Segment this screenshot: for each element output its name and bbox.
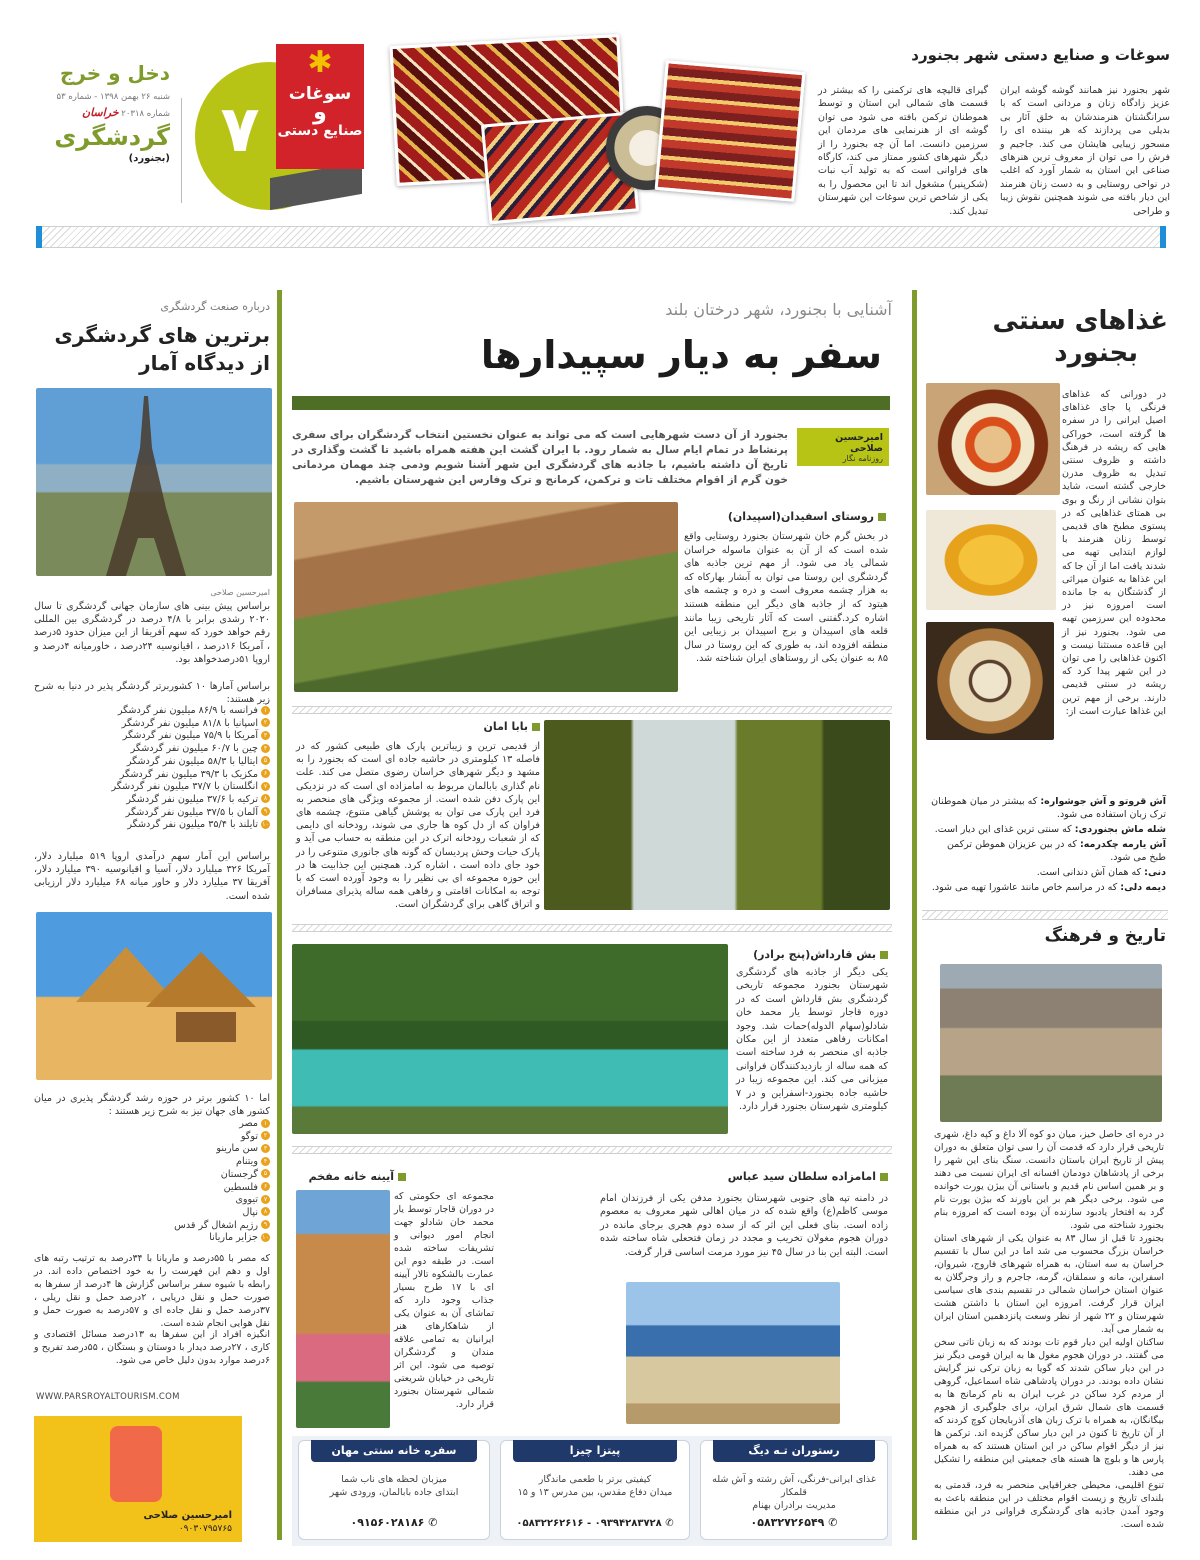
food-list — [930, 795, 1166, 896]
asterisk-icon: ✱ — [307, 45, 333, 80]
list-item: ۱۰تایلند با ۳۵/۴ میلیون نفر گردشگر — [127, 819, 269, 831]
pyramids-photo — [36, 912, 272, 1080]
main-headline: سفر به دیار سپیدارها — [480, 333, 882, 377]
ayeneh-text: مجموعه ای حکومتی که در دوران قاجار توسط یار محمد خان شادلو جهت انجام امور دیوانی و تشریفات ساخته شده است. در طبقه دوم این عمارت بالشکوه تالار آیینه ای با ۱۷ طرح بسیار جذاب وجود دارد که تماشای آن به عنوان یکی از شاهکارهای هنر ایرانیان به تمامی علاقه مندان و گردشگران توصیه می شود. این اثر تاریخی در خیابان شریعتی شمالی شهرستان بجنورد قرار دارد. — [394, 1191, 494, 1410]
list-item: ۹رژیم اشغال گر قدس — [34, 1220, 270, 1233]
food-photo-1 — [926, 383, 1060, 495]
besh-ghardash-text: یکی دیگر از جاذبه های گردشگری شهرستان بجنورد مجموعه تاریخی گردشگری بش قارداش است که در دوره قاجار توسط یار محمد خان شادلو(سهام الدوله)حمات شد. وجود امکانات رفاهی متعدد از این مکان جاذبه ای منحصر به فرد ساخته است که همه ساله از بازدیدکنندگان فراوانی میزبانی می کند. این مجموعه زیبا در حاشیه جاده بجنورد-اسفراین و در ۷ کیلومتری شهرستان بجنورد قرار دارد. — [736, 967, 888, 1113]
list-item: ۱۰جزایر ماریانا — [209, 1232, 269, 1244]
section-bullet-icon — [880, 1173, 888, 1181]
food-photo-3 — [926, 622, 1054, 740]
list-item: ۲توگو — [34, 1131, 270, 1144]
imamzadeh-heading: امامزاده سلطان سید عباس — [600, 1170, 888, 1183]
esfidan-photo — [294, 502, 678, 692]
history-p1: در دره ای حاصل خیز، میان دو کوه آلا داغ و کپه داغ، شهری تاریخی قرار دارد که قدمت آن را سی توان متعلق به دوران پیش از تاریخ ایران باستان دانست. سنگ بنای این شهر را برخی از پادشاهان دودمان افسانه ای ایران نسبت می دهند و بر همین اساس نام قدیم و باستانی آن بیژن یورت خوانده می شود. برخی دیگر هم بر این باورند که بیژن یورت نام گرد به افتخار یادبود سازنده آن بوده است که امروزه بنام بجنورد شناخته می شود. — [934, 1129, 1164, 1231]
country-list — [34, 705, 270, 832]
carpet-photo-3 — [655, 60, 806, 202]
main-kicker: آشنایی با بجنورد، شهر درختان بلند — [665, 300, 892, 319]
pyramid-icon — [36, 912, 272, 1080]
ad-text: میزبان لحظه های ناب شما ابتدای جاده بابالمان، ورودی شهر — [329, 1474, 459, 1498]
history-p3: ساکنان اولیه این دیار قوم تات بودند که به زبان تاتی سخن می گفتند. در دوران هجوم مغول ها به ایران قومی دیگر نیز در این دیار ساکن شدند که گویا به زبان ترکی نیز گرایش نشان داده بودند. در دوران پادشاهی شاه اسماعیل، گروهی از مردم کرد ساکن در غرب ایران به نام کرمانج ها به قسمت های شمال شرق ایران، برای جلوگیری از هجوم بیگانگان، به همراه با ترک زبان های آذربایجان کوچ کردند که از آن تاریخ تا کنون در این دیار ساکن گزیده اند. ترکمن ها نیز از دیگر اقوام ساکن در این استان هستند که به همراه پارس ها و بلوچ ها هسته های جمعیتی این منطقه را تشکیل می دهند. — [934, 1337, 1164, 1478]
badge-conj: و — [313, 100, 327, 125]
stats-p6: انگیزه افراد از این سفرها به ۱۳درصد مسائل اقتصادی و کاری ، ۲۷درصد دیدار با دوستان و بستگان ، ۵۵درصد تفریح و ۶درصد موارد بدون دلیل خاص می شود. — [34, 1329, 271, 1366]
imamzadeh-text: در دامنه تپه های جنوبی شهرستان بجنورد مدفن یکی از فرزندان امام موسی کاظم(ع) واقع شده که در میان اهالی شهر معروف به معصوم زاده است. بنای فعلی این اثر که از سده دوم هجری برجای مانده در دوران هجوم مغولان تخریب و مجدد در زمان فتحعلی شاه ساخته شده است. البته این بنا در سال ۴۵ نیز مورد مرمت اساسی قرار گرفت. — [600, 1193, 888, 1258]
website-link[interactable]: WWW.PARSROYALTOURISM.COM — [36, 1392, 180, 1402]
stats-p4: اما ۱۰ کشور برتر در حوزه رشد گردشگر پذیری در میان کشور های جهان نیز به شرح زیر هستند : — [34, 1093, 270, 1118]
ad-title: پیتزا چیزا — [513, 1440, 677, 1462]
ad-text: کیفیتی برتر با طعمی ماندگار میدان دفاع مقدس، بین مدرس ۱۳ و ۱۵ — [517, 1474, 673, 1498]
ad-text: غذای ایرانی-فرنگی، آش رشته و آش شله قلمکار مدیریت برادران بهنام — [712, 1474, 876, 1511]
ad-title: رستوران تـه دیگ — [713, 1440, 875, 1462]
ad-name: امیرحسین صلاحی — [143, 1510, 232, 1521]
list-item: ۲اسپانیا با ۸۱/۸ میلیون نفر گردشگر — [34, 718, 270, 731]
badge-line2: صنایع دستی — [277, 123, 363, 139]
column-rule-right — [912, 290, 917, 1540]
eiffel-tower-photo — [36, 388, 272, 576]
food-item: آش یارمه چکدرمه: که در بین عزیزان هموطن ترکمن طبخ می شود. — [946, 839, 1166, 863]
ad-phone: ✆ ۰۹۳۹۴۲۸۳۷۲۸ - ۰۵۸۳۲۲۶۲۶۱۶ — [516, 1518, 674, 1529]
ad-title: سفره خانه سنتی مهان — [311, 1440, 477, 1462]
souvenir-title: سوغات و صنایع دستی شهر بجنورد — [911, 46, 1170, 64]
masthead-divider — [181, 98, 182, 203]
food-title-2: بجنورد — [1054, 338, 1138, 368]
history-p2: بجنورد تا قبل از سال ۸۳ به عنوان یکی از شهرهای استان خراسان بزرگ محسوب می شد اما در این سال با تقسیم خراسان به سه استان، به همراه شهرهای فاروج، شیروان، اسفراین، مانه و سملقان، گرمه، جاجرم و راز وجرگلان به عنوان استان خراسان شمالی در تقسیم بندی های سیاسی ایران قرار گرفت. امروزه این استان با داشتن هشت شهرستان و ۲۲ شهر از نظر وسعت پانزدهمین استان ایران به شمار می آید. — [934, 1233, 1164, 1335]
photo-credit: امیرحسین صلاحی — [210, 588, 270, 597]
list-item: ۳آمریکا با ۷۵/۹ میلیون نفر گردشگر — [34, 730, 270, 743]
stats-title-2: از دیدگاه آمار — [139, 351, 270, 375]
list-item: ۶فلسطین — [34, 1182, 270, 1195]
list-item: ۷انگلستان با ۳۷/۷ میلیون نفر گردشگر — [34, 781, 270, 794]
stats-title-1: برترین های گردشگری — [54, 323, 270, 347]
souvenir-col1: شهر بجنورد نیز همانند گوشه گوشه ایران عزیز زادگاه زنان و مردانی است که با سرانگشتان هنرمندشان به خلق آثار بی بدیلی می پردازند که هر بیننده ای را مسحور زیبایی هایشان می کند. جاجیم و فرش را می توان از معروف ترین هنرهای صناعی این استان به شمار آورد که اغلب در نواحی روستایی و به دست زنان هنرمند این دیار بافته می شوند همچنین نقوش زیبا و طراحی — [1000, 85, 1170, 217]
masthead-city: (بجنورد) — [128, 153, 170, 164]
ad-phone: ۰۹۰۳۰۷۹۵۷۶۵ — [178, 1524, 232, 1534]
growth-list — [34, 1118, 270, 1245]
food-item: آش قروتو و آش جوشواره: که بیشتر در میان هموطنان ترک زبان استفاده می شود. — [931, 796, 1166, 820]
history-p4: تنوع اقلیمی، محیطی جغرافیایی منحصر به فرد، قدمتی به بلندای تاریخ و زیست اقوام مختلف در این منطقه باعث به وجود آمدن جاذبه های گردشگری فراوانی در این منطقه شده است. — [934, 1480, 1164, 1530]
food-item: دنی: که همان آش دندانی است. — [1036, 867, 1166, 878]
list-item: ۸نپال — [34, 1207, 270, 1220]
phone-icon: ✆ — [665, 1518, 674, 1529]
headline-bar — [292, 396, 890, 410]
baba-aman-heading: بابا امان — [340, 720, 540, 733]
phone-icon: ✆ — [428, 1516, 438, 1529]
stats-p3: براساس این آمار سهم درآمدی اروپا ۵۱۹ میلیارد دلار، آمریکا ۳۲۶ میلیارد دلار، آسیا و اقیانوسیه ۳۹۰ میلیارد دلار، آفریقا ۳۷ میلیارد دلار و خاور میانه ۶۸ میلیارد دلار ارزیابی شده است. — [34, 851, 270, 902]
list-item: ۹آلمان با ۳۷/۵ میلیون نفر گردشگر — [34, 807, 270, 820]
section-badge — [276, 44, 364, 169]
history-text — [934, 1128, 1164, 1531]
list-item: ۴چین با ۶۰/۷ میلیون نفر گردشگر — [34, 743, 270, 756]
ayeneh-khaneh-photo — [296, 1190, 390, 1428]
food-intro: در دورانی که غذاهای فرنگی پا جای غذاهای اصیل ایرانی را در سفره ها گرفته است، خوراکی هایی که ریشه در فرهنگ داشته و ظروف سنتی تبدیل به ظروف مدرن خارجی گشته است، شاید بتوان نشانی از رنگ و بوی بی همتای غذاهایی که در پستوی مطبخ های قدیمی توسط زنان هنرمند با لوازم ابتدایی تهیه می شدند یافت اما از آن جا که این غذاها به عنوان میراثی از گذشتگان به جا مانده است امروزه نیز در محدوده این سرزمین تهیه می شود. بجنورد نیز از این قاعده مستثنا نیست و اکنون غذاهایی را می توان در این شهر پیدا کرد که ریشه در سنتی قدیمی دارند. برخی از مهم ترین این غذاها عبارت است از: — [1062, 389, 1166, 717]
list-item: ۶مکزیک با ۳۹/۳ میلیون نفر گردشگر — [34, 769, 270, 782]
badge-line1: سوغات — [288, 84, 352, 104]
masthead-date: شنبه ۲۶ بهمن ۱۳۹۸ - شماره ۵۳ — [56, 92, 170, 102]
divider-accent-left — [36, 226, 42, 248]
food-photo-2 — [926, 510, 1056, 610]
suitcase-icon — [110, 1426, 162, 1502]
phone-icon: ✆ — [828, 1516, 838, 1529]
baba-aman-photo — [544, 720, 890, 910]
ad-card — [500, 1440, 690, 1540]
author-badge — [797, 428, 889, 466]
list-item: ۸ترکیه با ۳۷/۶ میلیون نفر گردشگر — [34, 794, 270, 807]
masthead-brand: خراسان — [82, 106, 119, 119]
masthead-issue: شماره ۲۰۳۱۸ — [121, 109, 170, 119]
masthead — [30, 60, 170, 220]
besh-ghardash-photo — [292, 944, 728, 1134]
stats-p2: براساس آمارها ۱۰ کشوربرتر گردشگر پذیر در دنیا به شرح زیر هستند: — [34, 681, 270, 706]
stats-p5: که مصر با ۵۵درصد و ماریانا با ۳۴درصد به ترتیب رتبه های اول و دهم این فهرست را به خود اختصاص داده اند. در رابطه با شیوه سفر براساس گزارش ها ۴درصد از سفرها به صورت حمل و نقل دریایی ، ۲درصد حمل و نقل ریلی ، ۳۷درصد حمل و نقل جاده ای و ۵۷درصد به صورت حمل و نقل هوایی انجام شده است. — [34, 1253, 271, 1329]
masthead-section: گردشگری — [54, 123, 170, 151]
ad-phone: ✆ ۰۹۱۵۶۰۲۸۱۸۶ — [350, 1516, 438, 1529]
imamzadeh-photo — [626, 1282, 840, 1424]
author-role: روزنامه نگار — [842, 454, 883, 463]
food-item: شله ماش بجنوردی: که سنتی ترین غذای این دیار است. — [934, 824, 1166, 835]
list-item: ۳سن مارینو — [34, 1143, 270, 1156]
stats-kicker: درباره صنعت گردشگری — [160, 300, 270, 313]
history-divider — [922, 910, 1168, 920]
list-item: ۱مصر — [34, 1118, 270, 1131]
list-item: ۵ایتالیا با ۵۸/۳ میلیون نفر گردشگر — [34, 756, 270, 769]
food-title-1: غذاهای سنتی — [992, 306, 1168, 336]
section-divider-1 — [292, 706, 892, 714]
city-aerial-photo — [940, 964, 1162, 1122]
column-rule-left — [277, 290, 282, 1540]
souvenir-col2: گیرای قالیچه های ترکمنی را که بیشتر در قسمت های شمالی این استان و توسط هموطنان ترکمن بافته می شود می توان گوشه ای از هنرنمایی های مردمان این سرزمین دانست. اما آن چه بجنورد را از دیگر شهرهای کشور ممتاز می کند، کارگاه های فراوانی است که به تولید آب نبات (شکرپنیر) مشغول اند تا این محصول را به یکی از شاخص ترین سوغات این شهرستان تبدیل کند. — [818, 85, 988, 217]
tourism-ad — [34, 1416, 242, 1542]
besh-ghardash-heading: بش قارداش(پنج برادر) — [694, 948, 888, 961]
page-number: ۷ — [220, 93, 260, 167]
eiffel-tower-icon — [36, 388, 272, 576]
list-item: ۱فرانسه با ۸۶/۹ میلیون نفر گردشگر — [34, 705, 270, 718]
food-item: دیمه دلی: که در مراسم خاص مانند عاشورا تهیه می شود. — [931, 882, 1166, 893]
ayeneh-heading: آیینه خانه مفخم — [296, 1170, 406, 1183]
baba-aman-text: از قدیمی ترین و زیباترین پارک های طبیعی کشور که در فاصله ۱۳ کیلومتری در حاشیه جاده ای است که بجنورد را به مشهد و دیگر شهرهای خراسان رضوی متصل می کند. علت نام گذاری بابالمان مربوط به امامزاده ای است که در نزدیکی این پارک دفن شده است. از مجموعه ویژگی های منحصر به فرد این پارک می توان به پوشش گیاهی متنوع، چشمه های فراوان که از دل کوه ها جاری می شوند، رودخانه ای دایمی که از شعبات رودخانه اترک در این منطقه به حساب می آید و پارک حیات وحش پردیسان که گونه های جانوری متنوعی را در خود جای داده است ، اشاره کرد. همچنین این جذابیت ها در این حوزه مجموعه ای بی نظیر را به وجود آورده است که با توجه به امکانات اقامتی و رفاهی همه ساله پذیرای مسافران و اتراق گاهی برای گردشگران است. — [296, 741, 541, 911]
section-bullet-icon — [398, 1173, 406, 1181]
section-bullet-icon — [532, 723, 540, 731]
divider-accent-right — [1160, 226, 1166, 248]
ad-card — [700, 1440, 888, 1540]
list-item: ۵گرجستان — [34, 1169, 270, 1182]
list-item: ۴ویتنام — [34, 1156, 270, 1169]
author-name: امیرحسین صلاحی — [835, 432, 883, 454]
section-divider-2 — [292, 924, 892, 932]
history-title: تاریخ و فرهنگ — [1044, 926, 1166, 946]
section-bullet-icon — [880, 951, 888, 959]
section-bullet-icon — [878, 513, 886, 521]
stats-p1: براساس پیش بینی های سازمان جهانی گردشگری تا سال ۲۰۲۰ رشدی برابر با ۴/۸ درصد در گردشگری بین المللی رقم خواهد خورد که سهم آفریقا از این میزان حدود ۵درصد ، آمریکا ۱۶درصد ، اقیانوسیه ۲۴درصد ، خاورمیانه ۴درصد و اروپا ۵۱درصدخواهد بود. — [34, 601, 270, 665]
ad-phone: ✆ ۰۵۸۳۲۷۲۶۵۴۹ — [750, 1516, 838, 1529]
ad-card — [298, 1440, 490, 1540]
header-divider — [36, 226, 1166, 248]
esfidan-text: در بخش گرم خان شهرستان بجنورد روستایی واقع شده است که از آن به عنوان ماسوله خراسان شمالی یاد می شود. از مهم ترین جاذبه های گردشگری این روستا می توان به آبشار بهارکاه که به هزار چشمه معروف است و دره و چشمه های هیتود که از جاذبه های دیگر این منطقه هستند اشاره کرد.گفتنی است که آثار تاریخی زیبا مانند قلعه های اسپیدان و برج اسپیدان بر زیبایی این منطقه افزوده اند، به طوری که این روستا در سال ۸۵ به عنوان یکی از روستاهای ایران شناخته شد. — [684, 531, 888, 665]
esfidan-heading: روستای اسفیدان(اسپیدان) — [686, 510, 886, 523]
masthead-logo: دخل و خرج — [59, 61, 170, 85]
section-divider-3 — [292, 1146, 892, 1154]
list-item: ۷تیووی — [34, 1194, 270, 1207]
main-lead: بجنورد از آن دست شهرهایی است که می تواند به عنوان نخستین انتخاب گردشگران برای سفری پرنشاط در تمام ایام سال به شمار رود. با ایران گشت این هفته همراه باشید تا گشت وگذاری در تاریخ آن داشته باشیم، با جاذبه های گردشگری این شهر آشنا شویم ودمی چند مهمان مردمانی خون گرم از اقوام مختلف تات و ترکمن، کرمانج و ترک وفارس این شهرستان باشیم. — [292, 429, 788, 486]
